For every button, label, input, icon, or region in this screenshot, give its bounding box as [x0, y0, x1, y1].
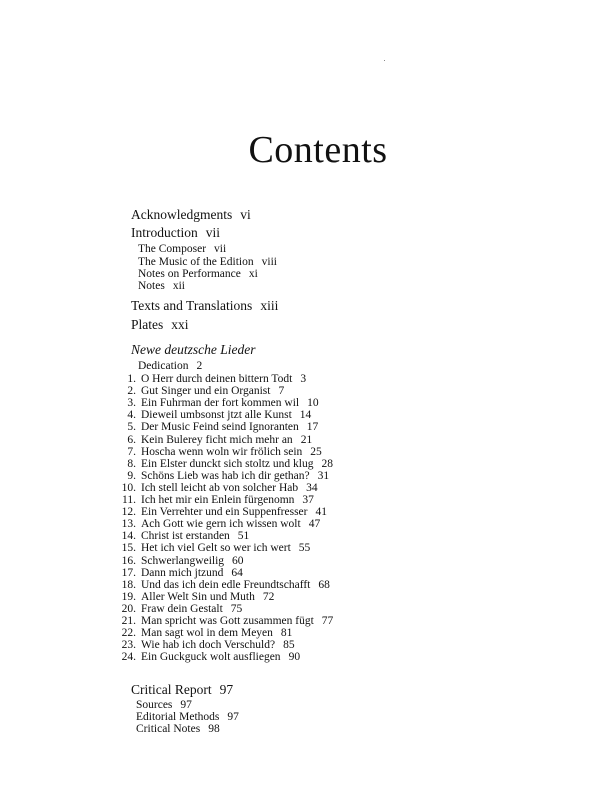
- song-page: 81: [280, 627, 293, 640]
- toc-entry-page: xii: [172, 280, 185, 292]
- song-number: 17.: [121, 566, 136, 579]
- toc-entry-label: The Composer: [138, 243, 207, 255]
- song-page: 72: [262, 590, 275, 603]
- toc-subentry-notes[interactable]: [138, 281, 185, 293]
- song-title: Ein Elster dunckt sich stoltz und klug: [141, 457, 314, 470]
- song-page: 28: [321, 457, 333, 470]
- toc-entry-texts-translations[interactable]: [131, 299, 278, 313]
- song-page: 7: [278, 385, 285, 398]
- song-page: 25: [310, 445, 322, 458]
- song-number: 2.: [127, 385, 136, 398]
- song-number: 4.: [127, 409, 136, 422]
- song-page: 64: [231, 566, 243, 579]
- song-title: Ein Fuhrman der fort kommen wil: [141, 397, 300, 410]
- song-number: 5.: [127, 421, 136, 434]
- toc-entry-label: Editorial Methods: [136, 711, 220, 723]
- song-entry[interactable]: [118, 556, 244, 568]
- toc-entry-page: 97: [180, 699, 192, 711]
- toc-subentry-editorial-methods[interactable]: [136, 712, 239, 724]
- song-page: 60: [232, 554, 244, 567]
- song-entry[interactable]: [118, 459, 333, 471]
- song-entry[interactable]: [118, 435, 312, 447]
- song-number: 18.: [121, 578, 136, 591]
- song-number: 16.: [121, 554, 136, 567]
- toc-entry-page: 2: [196, 360, 203, 372]
- song-number: 19.: [121, 590, 136, 603]
- song-page: 55: [298, 542, 311, 555]
- song-page: 34: [306, 481, 318, 494]
- song-title: O Herr durch deinen bittern Todt: [141, 373, 293, 385]
- song-number: 23.: [121, 639, 136, 652]
- song-title: Ich stell leicht ab von solcher Hab: [141, 481, 299, 494]
- song-page: 21: [300, 433, 313, 446]
- toc-entry-introduction[interactable]: [131, 226, 220, 240]
- song-entry[interactable]: [118, 471, 329, 483]
- song-page: 85: [283, 639, 295, 652]
- song-title: Ach Gott wie gern ich wissen wolt: [141, 518, 301, 531]
- toc-entry-page: viii: [261, 256, 277, 268]
- toc-entry-label: Texts and Translations: [131, 298, 253, 313]
- toc-entry-page: xiii: [260, 298, 279, 313]
- song-title: Schwerlangweilig: [141, 554, 225, 567]
- song-title: Man sagt wol in dem Meyen: [141, 627, 273, 640]
- song-title: Fraw dein Gestalt: [141, 602, 223, 615]
- song-number: 3.: [127, 397, 136, 410]
- song-entry[interactable]: [118, 507, 327, 519]
- song-title: Aller Welt Sin und Muth: [141, 590, 255, 603]
- toc-entry-label: Acknowledgments: [131, 207, 233, 222]
- song-title: Het ich viel Gelt so wer ich wert: [141, 542, 291, 555]
- song-number: 9.: [127, 469, 136, 482]
- song-title: Wie hab ich doch Verschuld?: [141, 639, 276, 652]
- song-entry[interactable]: [118, 543, 310, 555]
- song-title: Ein Verrehter und ein Suppenfresser: [141, 506, 308, 519]
- section-heading: Newe deutzsche Lieder: [131, 342, 256, 357]
- song-number: 10.: [121, 481, 136, 494]
- song-number: 24.: [121, 651, 136, 664]
- toc-entry-page: vii: [214, 243, 227, 255]
- song-entry[interactable]: [118, 422, 318, 434]
- toc-entry-label: Notes: [138, 280, 165, 292]
- toc-entry-page: xxi: [171, 317, 189, 332]
- song-title: Gut Singer und ein Organist: [141, 385, 271, 398]
- toc-entry-page: 98: [208, 723, 220, 735]
- song-page: 10: [307, 397, 319, 410]
- song-entry[interactable]: [118, 519, 320, 531]
- song-title: Dann mich jtzund: [141, 566, 224, 579]
- song-title: Christ ist erstanden: [141, 530, 230, 543]
- toc-entry-page: xi: [248, 268, 258, 280]
- song-number: 11.: [122, 494, 136, 506]
- song-page: 47: [308, 518, 321, 531]
- song-entry[interactable]: [118, 386, 284, 398]
- song-page: 37: [302, 494, 314, 506]
- toc-entry-label: Introduction: [131, 225, 198, 240]
- toc-subentry-notes-on-performance[interactable]: [138, 269, 258, 281]
- toc-entry-label: Dedication: [138, 360, 189, 372]
- song-entry[interactable]: [118, 652, 300, 664]
- song-entry[interactable]: [118, 495, 314, 507]
- toc-entry-page: 97: [227, 711, 239, 723]
- song-number: 20.: [121, 602, 136, 615]
- song-entry[interactable]: [118, 374, 306, 386]
- song-title: Hoscha wenn woln wir frölich sein: [141, 445, 303, 458]
- song-page: 31: [317, 469, 330, 482]
- song-number: 15.: [121, 542, 136, 555]
- song-number: 7.: [127, 445, 136, 458]
- song-page: 77: [321, 615, 334, 627]
- song-entry[interactable]: [118, 410, 311, 422]
- song-entry[interactable]: [118, 592, 274, 604]
- song-entry[interactable]: [118, 640, 295, 652]
- song-number: 8.: [127, 457, 136, 470]
- song-page: 68: [318, 578, 330, 591]
- song-entry[interactable]: [118, 398, 319, 410]
- toc-entry-dedication[interactable]: [138, 361, 202, 373]
- song-entry[interactable]: [118, 580, 330, 592]
- song-page: 17: [306, 421, 319, 434]
- toc-entry-label: Plates: [131, 317, 164, 332]
- song-page: 3: [300, 373, 307, 385]
- toc-entry-page: vii: [205, 225, 221, 240]
- page-title: Contents: [248, 129, 388, 171]
- song-entry[interactable]: [118, 568, 243, 580]
- song-title: Und das ich dein edle Freundtschafft: [141, 578, 311, 591]
- toc-subentry-critical-notes[interactable]: [136, 724, 220, 736]
- song-number: 12.: [121, 506, 136, 519]
- song-number: 1.: [127, 373, 136, 385]
- song-number: 14.: [121, 530, 136, 543]
- song-number: 6.: [127, 433, 136, 446]
- song-title: Man spricht was Gott zusammen fügt: [141, 615, 314, 627]
- toc-subentry-composer[interactable]: [138, 244, 226, 256]
- song-title: Schöns Lieb was hab ich dir gethan?: [141, 469, 310, 482]
- song-title: Ein Guckguck wolt ausfliegen: [141, 651, 281, 664]
- song-entry[interactable]: [118, 447, 322, 459]
- toc-entry-label: Sources: [136, 699, 173, 711]
- toc-entry-page: vi: [240, 207, 251, 222]
- toc-entry-label: Critical Report: [131, 682, 212, 697]
- song-entry[interactable]: [118, 616, 333, 628]
- song-number: 13.: [121, 518, 136, 531]
- toc-entry-label: Critical Notes: [136, 723, 201, 735]
- toc-entry-page: 97: [219, 682, 234, 697]
- toc-entry-acknowledgments[interactable]: [131, 208, 251, 222]
- song-title: Dieweil umbsonst jtzt alle Kunst: [141, 409, 292, 422]
- song-number: 21.: [121, 615, 136, 627]
- song-title: Kein Bulerey ficht mich mehr an: [141, 433, 293, 446]
- toc-entry-plates[interactable]: [131, 318, 189, 332]
- toc-subentry-sources[interactable]: [136, 700, 192, 712]
- song-title: Ich het mir ein Enlein fürgenomn: [141, 494, 295, 506]
- toc-entry-label: Notes on Performance: [138, 268, 241, 280]
- song-page: 14: [299, 409, 312, 422]
- toc-subentry-music-of-edition[interactable]: [138, 257, 277, 269]
- song-entry[interactable]: [118, 628, 292, 640]
- song-page: 75: [230, 602, 243, 615]
- song-page: 51: [237, 530, 250, 543]
- song-page: 41: [315, 506, 327, 519]
- song-title: Der Music Feind seind Ignoranten: [141, 421, 299, 434]
- song-number: 22.: [121, 627, 136, 640]
- toc-entry-critical-report[interactable]: [131, 683, 233, 697]
- song-entry[interactable]: [118, 531, 249, 543]
- song-entry[interactable]: [118, 604, 242, 616]
- song-entry[interactable]: [118, 483, 318, 495]
- song-page: 90: [288, 651, 301, 664]
- toc-entry-label: The Music of the Edition: [138, 256, 254, 268]
